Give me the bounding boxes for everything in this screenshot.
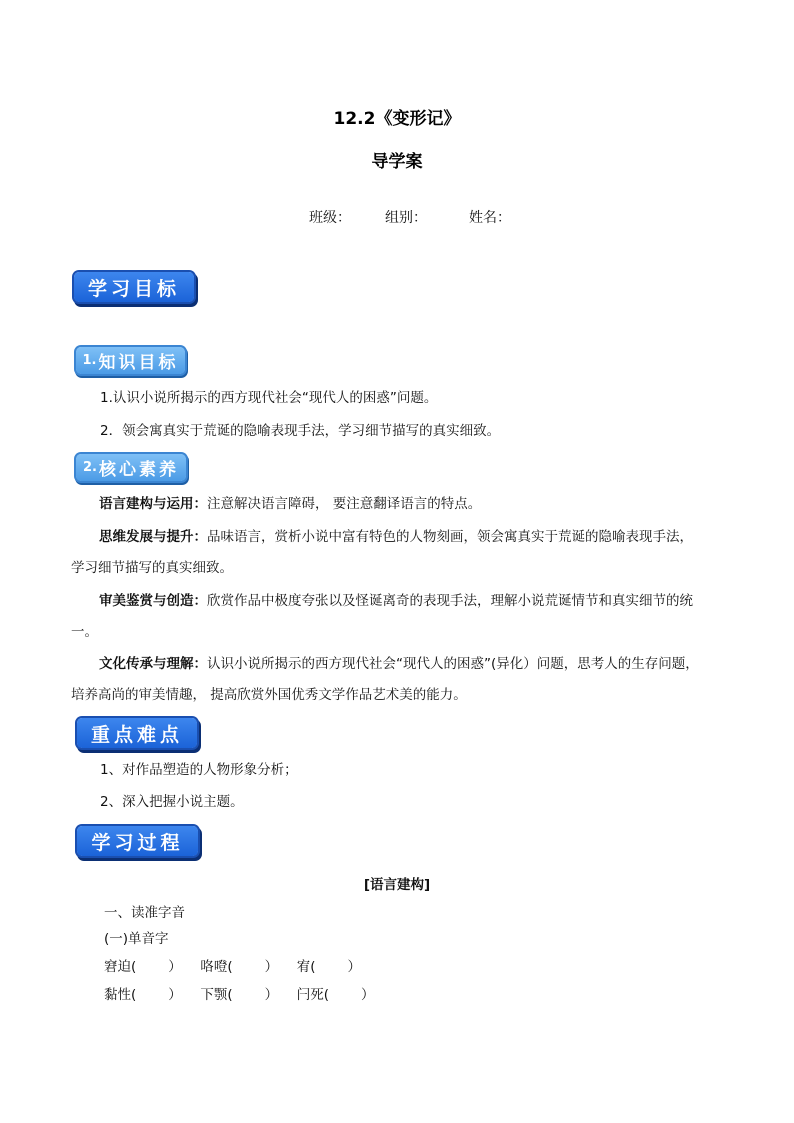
subsection-number: 1.: [82, 353, 97, 368]
bracket-close: ）: [361, 987, 375, 1003]
core-item-continuation: 培养高尚的审美情趣， 提高欣赏外国优秀文学作品艺术美的能力。: [71, 687, 467, 703]
core-item: [99, 592, 693, 610]
word-item: 闩死(: [296, 987, 330, 1003]
bracket-close: ）: [347, 959, 362, 975]
section-banner-label: 学习目标: [87, 277, 180, 300]
subsection-label: 核心素养: [98, 460, 179, 480]
core-item-text: 品味语言，赏析小说中富有特色的人物刻画，领会寓真实于荒诞的隐喻表现手法，: [207, 529, 693, 545]
core-item-continuation: 一。: [71, 624, 98, 640]
core-item-text: 注意解决语言障碍， 要注意翻译语言的特点。: [207, 496, 482, 512]
name-label: 姓名：: [469, 210, 511, 226]
subsection-banner-core: [76, 454, 186, 481]
bracket-close: ）: [264, 959, 279, 975]
core-item-label: 语言建构与运用：: [99, 496, 207, 512]
core-item-text: 认识小说所揭示的西方现代社会“现代人的困惑”(异化）问题，思考人的生存问题，: [207, 656, 699, 672]
core-item: [99, 528, 693, 546]
process-heading: [语言建构]: [363, 877, 431, 893]
core-item: [99, 495, 481, 513]
class-label: 班级：: [309, 210, 351, 226]
word-item: 黏性(: [104, 987, 137, 1003]
section-banner-process: [77, 826, 198, 856]
section-banner-label: 学习过程: [91, 831, 184, 854]
core-item-label: 思维发展与提升：: [99, 529, 207, 545]
word-item: 下颚(: [200, 987, 233, 1003]
word-item: 咯噔(: [200, 959, 233, 975]
process-substep: (一)单音字: [104, 931, 169, 947]
section-banner-label: 重点难点: [90, 723, 183, 746]
document-subtitle: 导学案: [371, 152, 423, 172]
knowledge-item: 1.认识小说所揭示的西方现代社会“现代人的困惑”问题。: [100, 390, 438, 406]
key-point-item: 1、对作品塑造的人物形象分析；: [100, 762, 298, 778]
bracket-close: ）: [168, 959, 182, 975]
bracket-close: ）: [168, 987, 182, 1003]
key-point-item: 2、深入把握小说主题。: [100, 794, 244, 810]
core-item-continuation: 学习细节描写的真实细致。: [71, 560, 233, 576]
subsection-number: 2.: [83, 460, 97, 475]
bracket-close: ）: [264, 987, 279, 1003]
core-item-label: 文化传承与理解：: [99, 656, 207, 672]
word-item: 窘迫(: [104, 959, 137, 975]
process-step: 一、读准字音: [104, 905, 185, 921]
word-item: 宥(: [296, 959, 316, 975]
knowledge-item: 2．领会寓真实于荒诞的隐喻表现手法，学习细节描写的真实细致。: [100, 423, 501, 439]
pronunciation-row: [104, 958, 361, 976]
core-item: [99, 655, 699, 673]
section-banner-objectives: [74, 272, 194, 302]
core-item-text: 欣赏作品中极度夸张以及怪诞离奇的表现手法，理解小说荒诞情节和真实细节的统: [207, 593, 693, 609]
section-banner-key-points: [77, 718, 197, 748]
document-title: 12.2《变形记》: [333, 109, 461, 129]
pronunciation-row: [104, 986, 375, 1004]
subsection-label: 知识目标: [98, 353, 179, 373]
subsection-banner-knowledge: [76, 347, 185, 374]
core-item-label: 审美鉴赏与创造：: [99, 593, 207, 609]
group-label: 组别：: [385, 210, 427, 226]
